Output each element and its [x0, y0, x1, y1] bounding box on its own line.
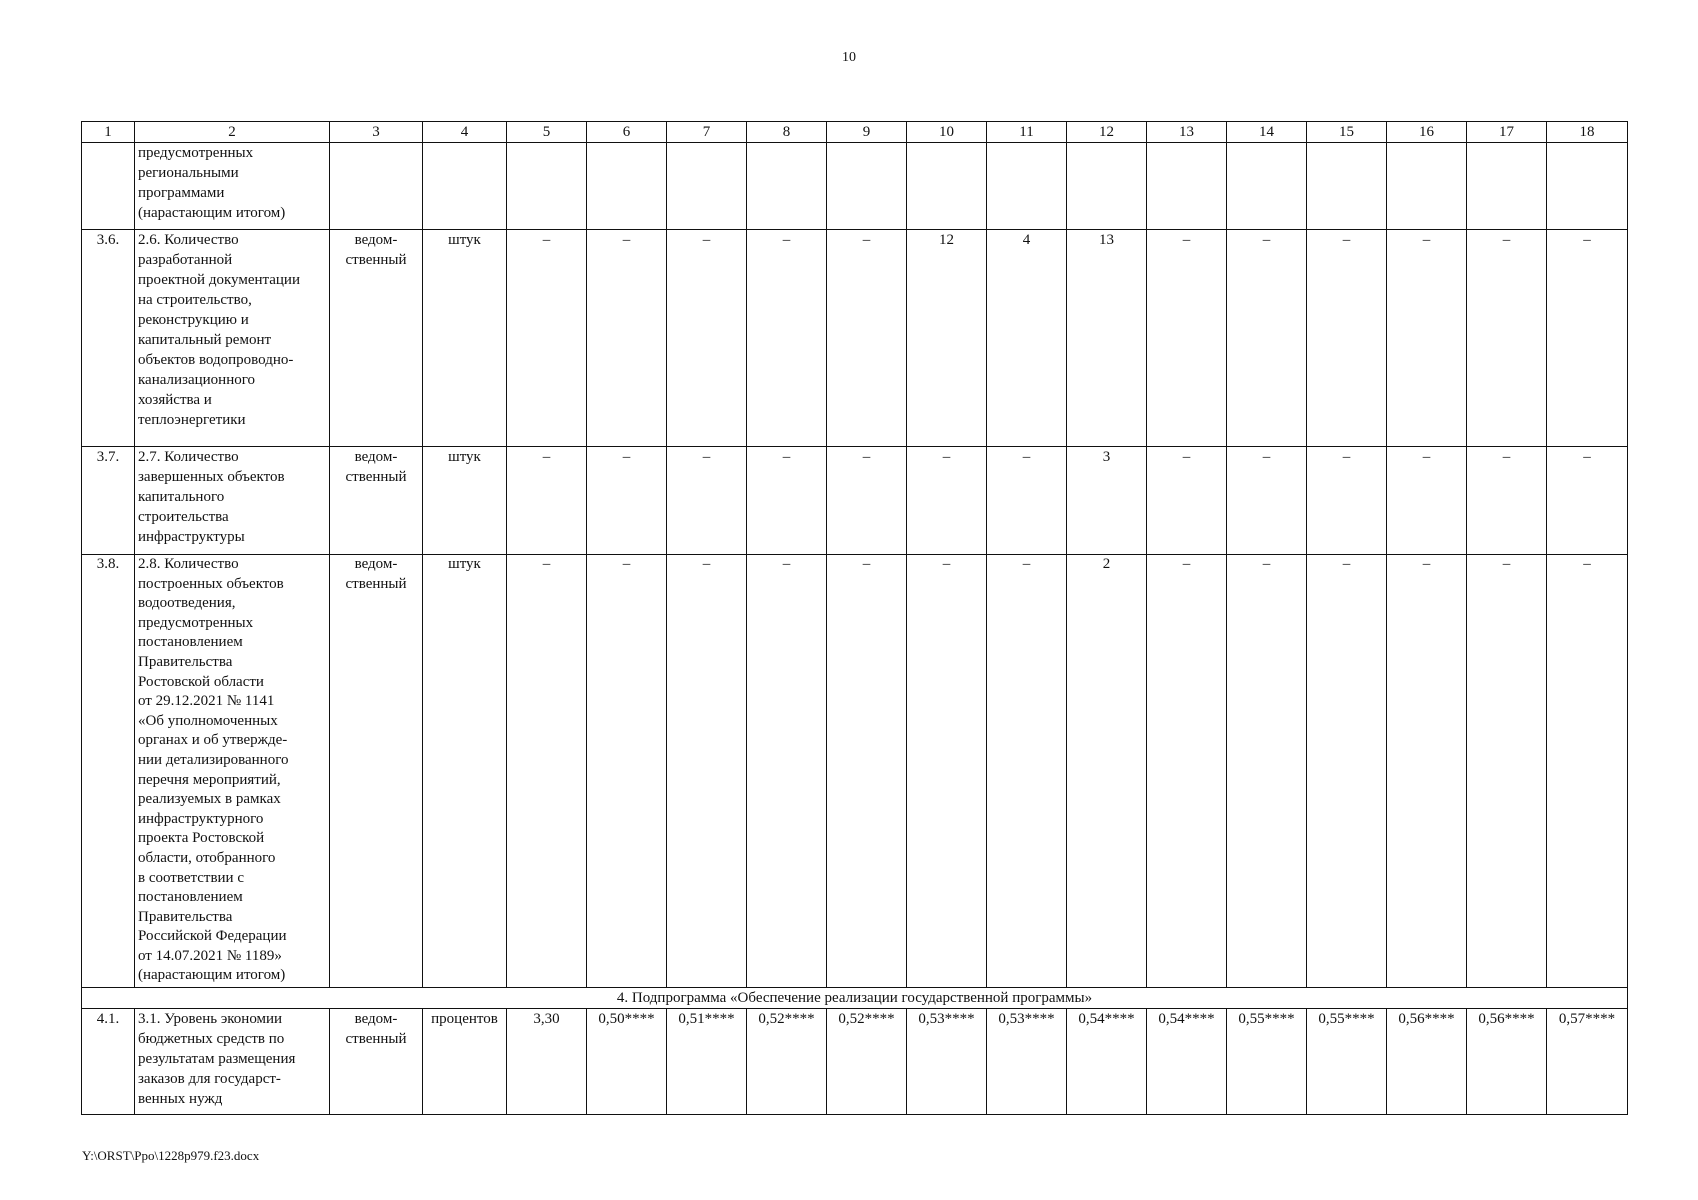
value-cell: 0,52**** [747, 1009, 827, 1115]
row-number: 3.8. [82, 555, 135, 988]
column-header: 11 [987, 122, 1067, 143]
value-cell: – [1227, 555, 1307, 988]
indicators-table [81, 121, 1628, 1115]
value-cell: – [1467, 447, 1547, 555]
unit: штук [423, 447, 507, 555]
indicator-description: 2.7. Количество завершенных объектов капитального строительства инфраструктуры [135, 447, 330, 555]
continuation-row [82, 143, 1628, 230]
value-cell: 0,52**** [827, 1009, 907, 1115]
column-header: 16 [1387, 122, 1467, 143]
value-cell: 0,51**** [667, 1009, 747, 1115]
value-cell: 0,50**** [587, 1009, 667, 1115]
indicator-type: ведом- ственный [330, 1009, 423, 1115]
indicator-description: 3.1. Уровень экономии бюджетных средств по результатам размещения заказов для государст- венных нужд [135, 1009, 330, 1115]
value-cell: – [667, 230, 747, 447]
value-cell: 3 [1067, 447, 1147, 555]
value-cell: 0,56**** [1467, 1009, 1547, 1115]
value-cell: – [587, 555, 667, 988]
table-row [82, 1009, 1628, 1115]
value-cell: 0,55**** [1227, 1009, 1307, 1115]
column-header: 4 [423, 122, 507, 143]
value-cell: – [507, 555, 587, 988]
column-header: 6 [587, 122, 667, 143]
value-cell: – [587, 230, 667, 447]
file-path-footer: Y:\ORST\Ppo\1228p979.f23.docx [82, 1148, 260, 1163]
value-cell: – [1147, 230, 1227, 447]
value-cell: 13 [1067, 230, 1147, 447]
value-cell: – [1227, 230, 1307, 447]
value-cell: 0,54**** [1067, 1009, 1147, 1115]
value-cell: – [1307, 230, 1387, 447]
indicator-description: 2.6. Количество разработанной проектной документации на строительство, реконструкцию и капитальный ремонт объектов водопроводно- канализационного хозяйства и теплоэнергетики [135, 230, 330, 447]
value-cell: – [1227, 447, 1307, 555]
value-cell: – [1387, 230, 1467, 447]
value-cell: – [1307, 555, 1387, 988]
value-cell: – [747, 555, 827, 988]
value-cell: – [747, 230, 827, 447]
value-cell: – [747, 447, 827, 555]
indicator-description: 2.8. Количество построенных объектов водоотведения, предусмотренных постановлением Правительства Ростовской области от 29.12.2021 № 1141 «Об уполномоченных органах и об утвержде- нии детализированного перечня мероприятий, реализуемых в рамках инфраструктурного проекта Ростовской области, отобранного в соответствии с постановлением Правительства Российской Федерации от 14.07.2021 № 1189» (нарастающим итогом) [135, 555, 330, 988]
table-row [82, 447, 1628, 555]
value-cell: – [827, 447, 907, 555]
column-header: 5 [507, 122, 587, 143]
value-cell: – [1547, 555, 1628, 988]
row-number: 3.6. [82, 230, 135, 447]
column-number-row [82, 122, 1628, 143]
value-cell: – [907, 555, 987, 988]
column-header: 13 [1147, 122, 1227, 143]
value-cell: – [1307, 447, 1387, 555]
value-cell: – [587, 447, 667, 555]
row-number: 4.1. [82, 1009, 135, 1115]
value-cell: 0,53**** [907, 1009, 987, 1115]
indicator-type: ведом- ственный [330, 555, 423, 988]
column-header: 1 [82, 122, 135, 143]
value-cell: – [667, 555, 747, 988]
value-cell: – [1467, 230, 1547, 447]
unit: процентов [423, 1009, 507, 1115]
column-header: 7 [667, 122, 747, 143]
value-cell: 0,57**** [1547, 1009, 1628, 1115]
unit: штук [423, 230, 507, 447]
value-cell: – [667, 447, 747, 555]
value-cell: – [1547, 447, 1628, 555]
value-cell: – [987, 555, 1067, 988]
value-cell: – [1387, 555, 1467, 988]
value-cell: – [907, 447, 987, 555]
value-cell: 4 [987, 230, 1067, 447]
row-number: 3.7. [82, 447, 135, 555]
value-cell: – [1387, 447, 1467, 555]
column-header: 15 [1307, 122, 1387, 143]
value-cell: – [1547, 230, 1628, 447]
value-cell: – [507, 447, 587, 555]
value-cell: – [827, 555, 907, 988]
value-cell: 0,55**** [1307, 1009, 1387, 1115]
column-header: 12 [1067, 122, 1147, 143]
value-cell: 3,30 [507, 1009, 587, 1115]
value-cell: – [1147, 555, 1227, 988]
section-row [82, 988, 1628, 1009]
page-number: 10 [842, 50, 856, 65]
value-cell: 2 [1067, 555, 1147, 988]
column-header: 2 [135, 122, 330, 143]
column-header: 9 [827, 122, 907, 143]
column-header: 8 [747, 122, 827, 143]
value-cell: 0,53**** [987, 1009, 1067, 1115]
value-cell: – [827, 230, 907, 447]
table-row [82, 230, 1628, 447]
section-title: 4. Подпрограмма «Обеспечение реализации государственной программы» [82, 988, 1628, 1009]
value-cell: 0,54**** [1147, 1009, 1227, 1115]
value-cell: – [507, 230, 587, 447]
column-header: 10 [907, 122, 987, 143]
column-header: 18 [1547, 122, 1628, 143]
table-row [82, 555, 1628, 988]
column-header: 17 [1467, 122, 1547, 143]
indicator-type: ведом- ственный [330, 230, 423, 447]
indicator-type: ведом- ственный [330, 447, 423, 555]
value-cell: 12 [907, 230, 987, 447]
column-header: 14 [1227, 122, 1307, 143]
value-cell: – [1467, 555, 1547, 988]
unit: штук [423, 555, 507, 988]
value-cell: – [1147, 447, 1227, 555]
continuation-text: предусмотренных региональными программами (нарастающим итогом) [135, 143, 330, 230]
column-header: 3 [330, 122, 423, 143]
value-cell: – [987, 447, 1067, 555]
value-cell: 0,56**** [1387, 1009, 1467, 1115]
